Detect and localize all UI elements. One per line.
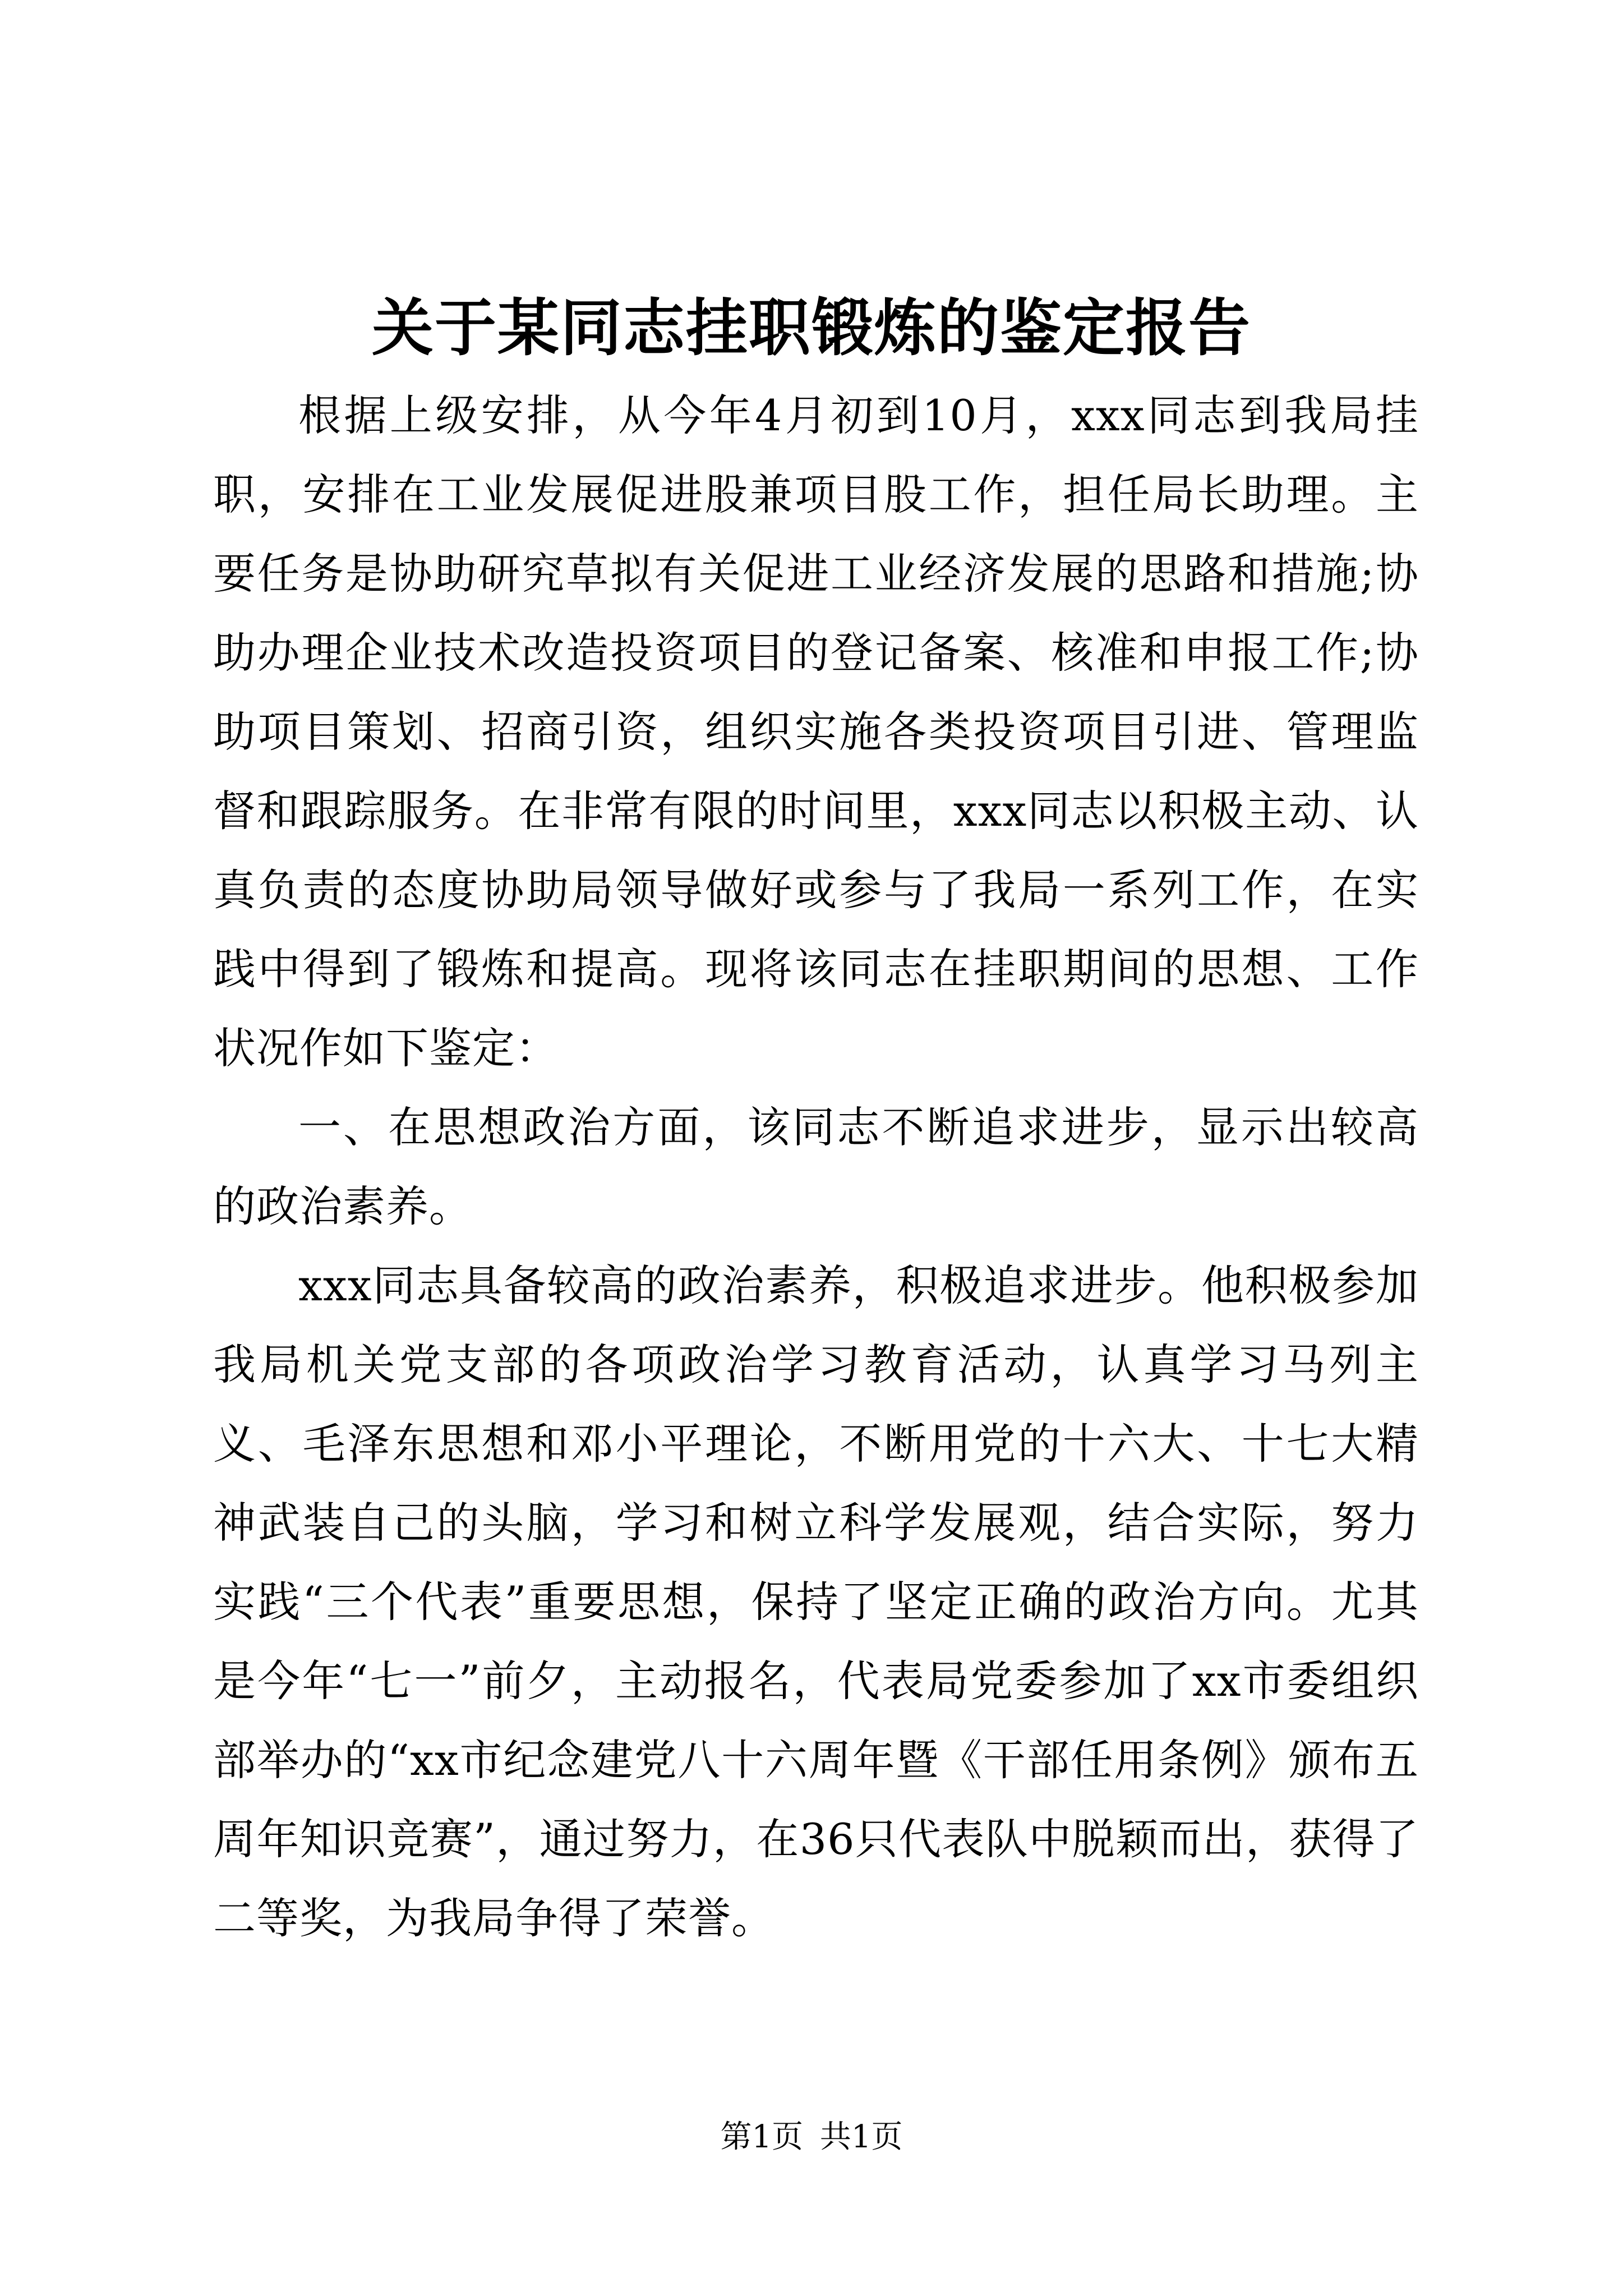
page-footer — [0, 2115, 1623, 2160]
document-title: 关于某同志挂职锻炼的鉴定报告 — [372, 292, 1251, 364]
document-body — [213, 376, 1419, 1958]
paragraph-intro: 根据上级安排，从今年4月初到10月，xxx同志到我局挂职，安排在工业发展促进股兼项目股工作，担任局长助理。主要任务是协助研究草拟有关促进工业经济发展的思路和措施;协助办理企业技术改造投资项目的登记备案、核准和申报工作;协助项目策划、招商引资，组织实施各类投资项目引进、管理监督和跟踪服务。在非常有限的时间里，xxx同志以积极主动、认真负责的态度协助局领导做好或参与了我局一系列工作，在实践中得到了锻炼和提高。现将该同志在挂职期间的思想、工作状况作如下鉴定： — [213, 390, 1419, 1073]
paragraph-section-heading: 一、在思想政治方面，该同志不断追求进步，显示出较高的政治素养。 — [213, 1102, 1419, 1231]
page-total: 共1页 — [819, 2119, 903, 2155]
paragraph-political: xxx同志具备较高的政治素养，积极追求进步。他积极参加我局机关党支部的各项政治学习教育活动，认真学习马列主义、毛泽东思想和邓小平理论，不断用党的十六大、十七大精神武装自己的头脑，学习和树立科学发展观，结合实际，努力实践“三个代表”重要思想，保持了坚定正确的政治方向。尤其是今年“七一”前夕，主动报名，代表局党委参加了xx市委组织部举办的“xx市纪念建党八十六周年暨《干部任用条例》颁布五周年知识竞赛”，通过努力，在36只代表队中脱颖而出，获得了二等奖，为我局争得了荣誉。 — [213, 1260, 1419, 1943]
page-number: 第1页 — [720, 2119, 804, 2155]
